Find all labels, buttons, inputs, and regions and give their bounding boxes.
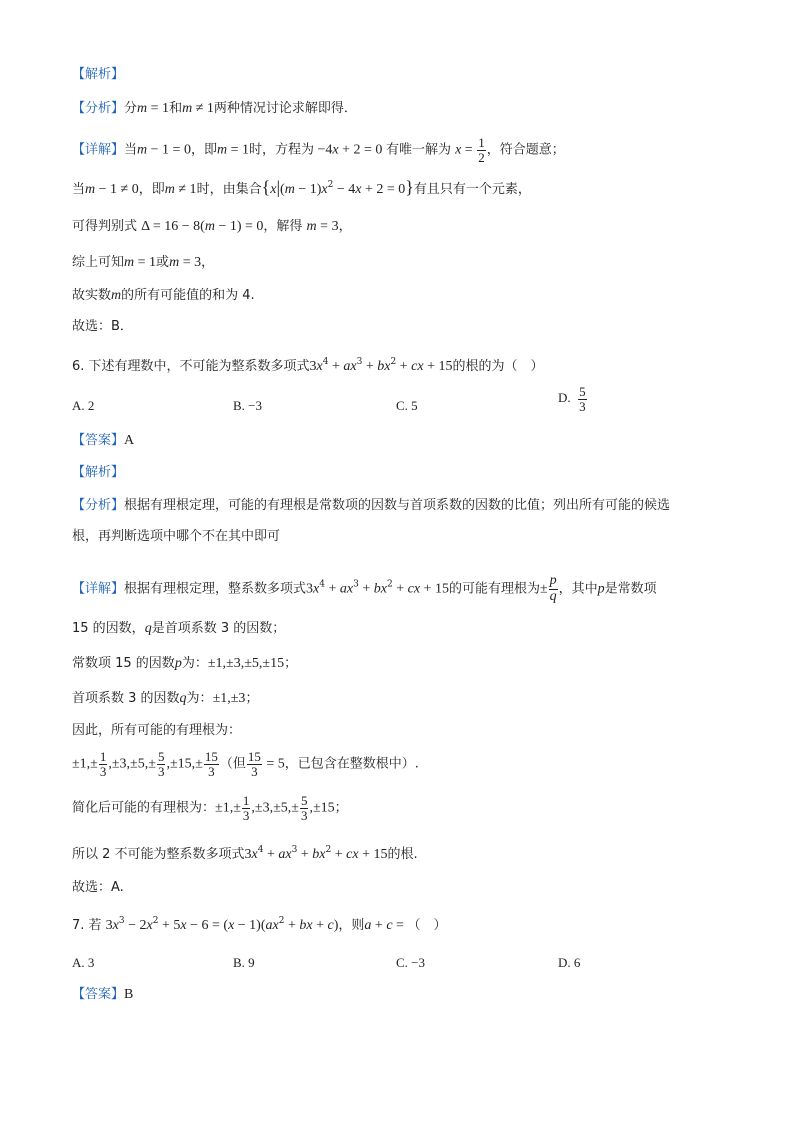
q6-detail-3: 常数项 15 的因数p为：±1,±3,±5,±15； [72,656,298,671]
q6-detail-5: 因此，所有可能的有理根为： [72,723,242,738]
q6-detail-4: 首项系数 3 的因数q为：±1,±3； [72,691,259,706]
q6-stem: 6. 下述有理数中，不可能为整系数多项式$3x^4 + ax^3 + bx^2$ + cx + 15的根的为（ ） [72,357,544,374]
q5-xiangjie-1: 【详解】当m − 1 = 0，即m = 1时，方程为 −4x + 2 = 0 有唯一解为 x = $\frac{1}{2}$ ，符合题意； [72,135,565,165]
q6-fenxi-1: 【分析】根据有理根定理，可能的有理根是常数项的因数与首项系数的因数的比值；列出所有可能的候选 [72,498,671,513]
q5-xiangjie-4: 综上可知m = 1或m = 3， [72,255,215,270]
jiexi-label-q6: 【解析】 [72,465,125,480]
q7-answer: 【答案】B [72,987,134,1002]
q5-xiangjie-2: 当m − 1 ≠ 0，即m ≠ 1时，由集合$\{x|(m - 1)x^2 - 4x + 2 = 0\}$有且只有一个元素， [72,177,531,197]
q6-detail-6: ±1,± $\frac{1}{3}$ ,±3,±5,± $\frac{5}{3}$ ,±15,± $\frac{15}{3}$ （但 $\frac{15}{3}$ = 5，已包含在整数根中）. [72,749,419,779]
q6-detail-7: 简化后可能的有理根为：±1,± $\frac{1}{3}$ ,±3,±5,± $\frac{5}{3}$ ,±15； [72,793,348,823]
fraction-half: $\frac{1}{2}$ [478,135,485,165]
q6-fenxi-2: 根，再判断选项中哪个不在其中即可 [72,529,281,544]
q7-option-d[interactable]: D. 6 [558,955,581,970]
q6-option-c[interactable]: C. 5 [396,398,418,413]
q6-option-b[interactable]: B. −3 [233,398,263,413]
q6-detail-9: 故选：A. [72,880,124,895]
q7-option-c[interactable]: C. −3 [396,955,426,970]
q6-detail-8: 所以 2 不可能为整系数多项式$3x^4 + ax^3 + bx^2$ + cx + 15的根. [72,845,418,862]
q5-xiangjie-5: 故实数m的所有可能值的和为 4. [72,288,255,303]
q5-xiangjie-3: 可得判别式 Δ = 16 − 8(m − 1) = 0，解得 m = 3， [72,219,352,234]
q6-detail-2: 15 的因数，q是首项系数 3 的因数； [72,621,286,636]
q6-option-a[interactable]: A. 2 [72,398,95,413]
q7-option-b[interactable]: B. 9 [233,955,255,970]
q5-xiangjie-6: 故选：B． [72,319,133,334]
q6-answer: 【答案】A [72,433,135,448]
q6-option-d[interactable]: D. $\frac{5}{3}$ [558,384,586,414]
q7-stem: 7. 若 $3x^3 - 2x^2 + 5x - 6 = (x - 1)(ax^2$ + bx + c)，则a + c = （ ） [72,916,447,933]
q7-option-a[interactable]: A. 3 [72,955,95,970]
jiexi-label-q5: 【解析】 [72,67,125,82]
q6-detail-1: 【详解】根据有理根定理，整系数多项式$3x^4 + ax^3 + bx^2$ + cx + 15的可能有理根为± $\frac{p}{q}$ ，其中p是常数项 [72,573,657,604]
q5-fenxi: 【分析】分m = 1和m ≠ 1两种情况讨论求解即得． [72,101,357,116]
